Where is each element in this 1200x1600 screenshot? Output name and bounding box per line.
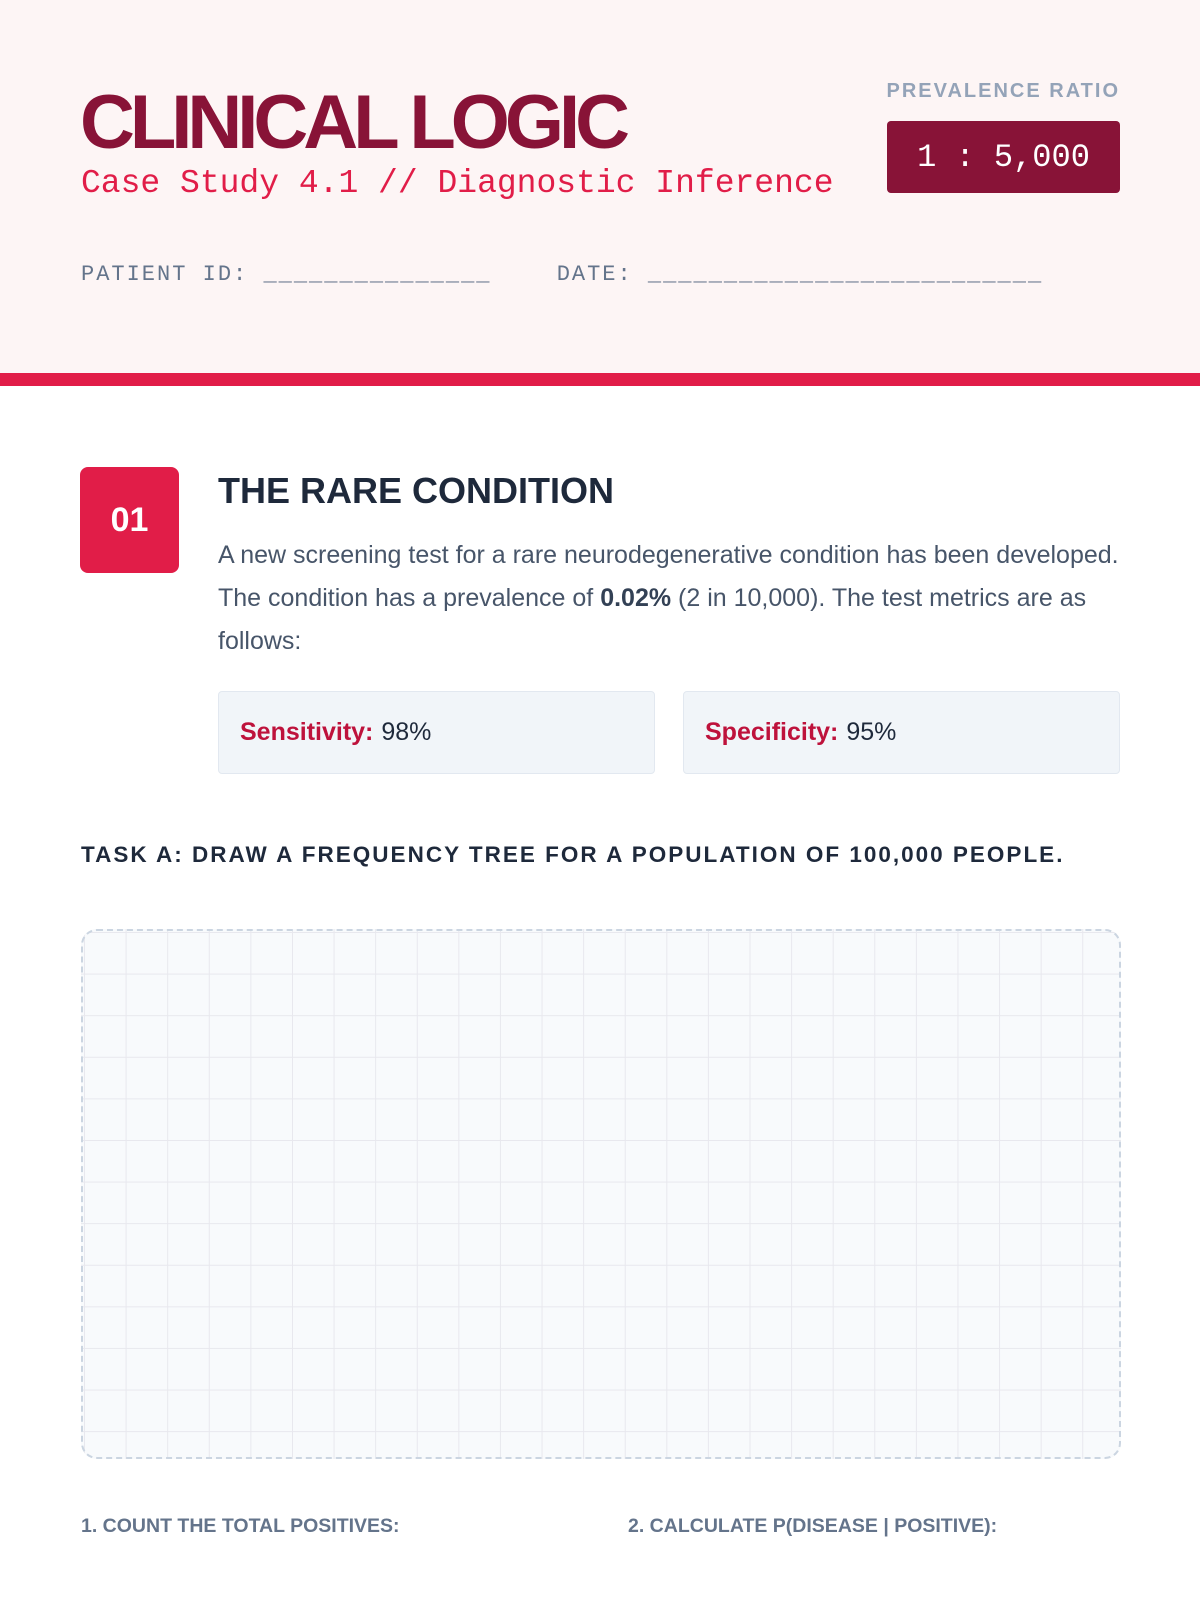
description-text-continued: (2 in 10,000). The test metrics are as follows:	[218, 584, 1087, 655]
specificity-value: 95%	[846, 718, 897, 746]
specificity-card	[683, 691, 1120, 774]
header-divider	[0, 373, 1200, 386]
sensitivity-value: 98%	[381, 718, 432, 746]
patient-id-blank[interactable]: _______________	[263, 262, 492, 287]
specificity-label: Specificity:	[705, 718, 839, 746]
page-subtitle: Case Study 4.1 // Diagnostic Inference	[81, 165, 834, 202]
patient-info-row	[81, 262, 1043, 287]
section-title: THE RARE CONDITION	[218, 470, 614, 511]
question-posterior-probability: 2. CALCULATE P(DISEASE | POSITIVE):	[628, 1515, 998, 1537]
page-title: CLINICAL LOGIC	[80, 80, 626, 165]
patient-id-label: PATIENT ID:	[81, 262, 249, 287]
task-instruction: TASK A: DRAW A FREQUENCY TREE FOR A POPULATION OF 100,000 PEOPLE.	[81, 842, 1065, 867]
date-label: DATE:	[556, 262, 633, 287]
section-description	[218, 534, 1123, 663]
sensitivity-card	[218, 691, 655, 774]
question-total-positives: 1. COUNT THE TOTAL POSITIVES:	[81, 1515, 400, 1537]
section-number-badge: 01	[80, 467, 179, 573]
prevalence-ratio-label: PREVALENCE RATIO	[886, 80, 1120, 102]
sensitivity-label: Sensitivity:	[240, 718, 374, 746]
drawing-grid-area[interactable]	[81, 929, 1121, 1459]
prevalence-ratio-value: 1 : 5,000	[887, 121, 1120, 193]
prevalence-percent: 0.02%	[600, 584, 672, 612]
date-blank[interactable]: __________________________	[647, 262, 1044, 287]
description-text: A new screening test for a rare neurodegenerative condition has been developed. The condition has a prevalence of	[218, 541, 1119, 612]
